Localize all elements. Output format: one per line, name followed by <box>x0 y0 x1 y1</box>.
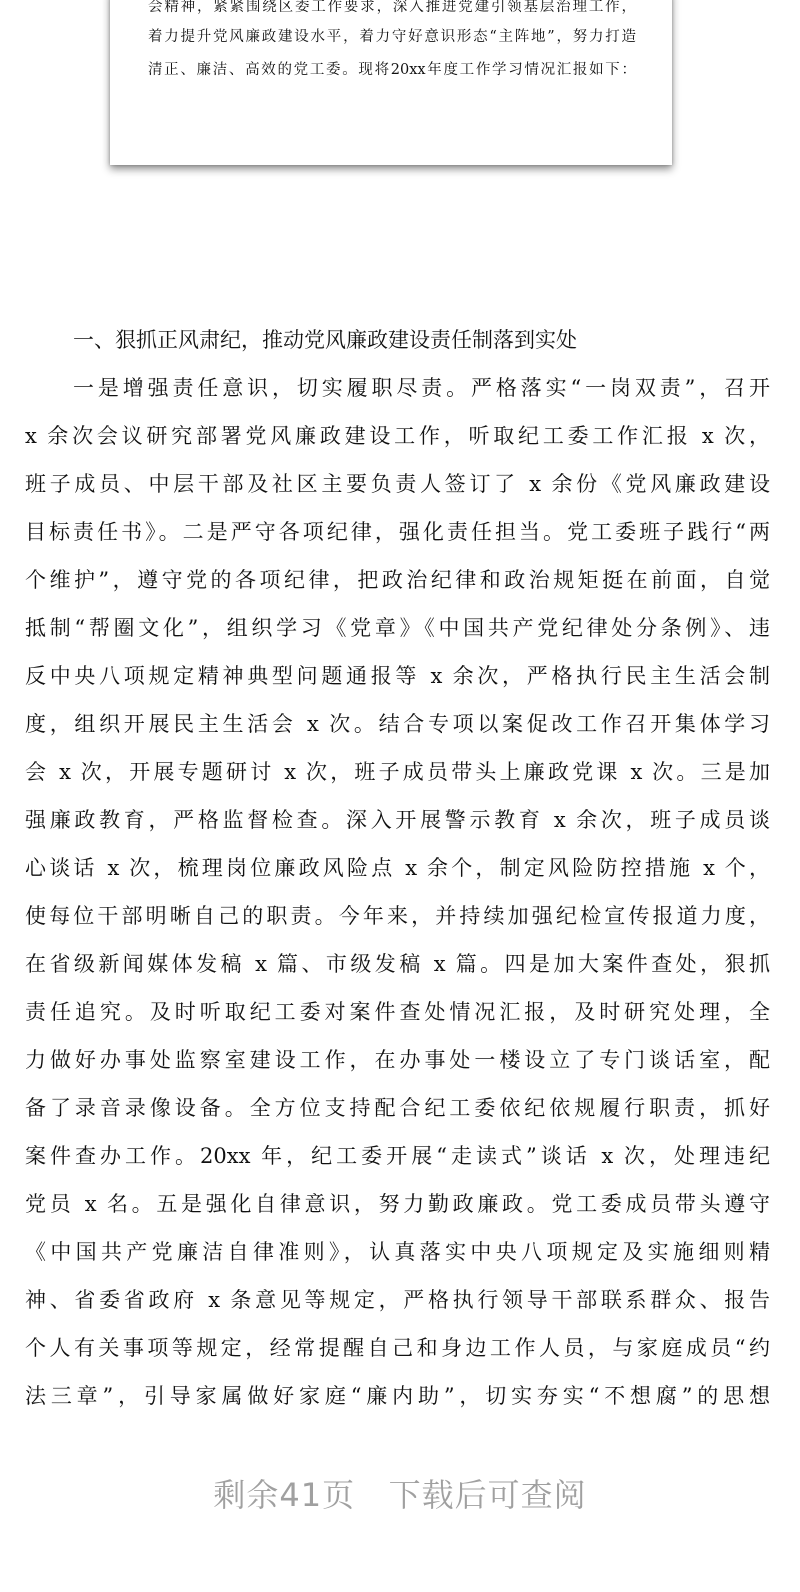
paragraph <box>25 364 770 1420</box>
download-prompt[interactable] <box>0 1470 800 1516</box>
card-text-line: 会精神，紧紧围绕区委工作要求，深入推进党建引领基层治理工作， <box>148 0 636 15</box>
remaining-pages-text: 剩余41页 <box>213 1476 356 1514</box>
paragraph-line: 目标责任书》。二是严守各项纪律，强化责任担当。党工委班子践行“两 <box>25 520 770 544</box>
paragraph-line: 强廉政教育，严格监督检查。深入开展警示教育 x 余次，班子成员谈 <box>25 808 770 832</box>
paragraph-line: 抵制“帮圈文化”，组织学习《党章》《中国共产党纪律处分条例》、违 <box>25 616 770 640</box>
paragraph-line: 案件查办工作。20xx 年，纪工委开展“走读式”谈话 x 次，处理违纪 <box>25 1144 770 1168</box>
paragraph-line: 会 x 次，开展专题研讨 x 次，班子成员带头上廉政党课 x 次。三是加 <box>25 760 770 784</box>
paragraph-line: 法三章”，引导家属做好家庭“廉内助”，切实夯实“不想腐”的思想 <box>25 1384 770 1408</box>
paragraph-line: 备了录音录像设备。全方位支持配合纪工委依纪依规履行职责，抓好 <box>25 1096 770 1120</box>
card-text-line: 清正、廉洁、高效的党工委。现将20xx年度工作学习情况汇报如下： <box>148 62 636 78</box>
paragraph-line: 神、省委省政府 x 条意见等规定，严格执行领导干部联系群众、报告 <box>25 1288 770 1312</box>
paragraph-line: 《中国共产党廉洁自律准则》，认真落实中央八项规定及实施细则精 <box>25 1240 770 1264</box>
download-to-view-text: 下载后可查阅 <box>388 1476 587 1514</box>
paragraph-line: 心谈话 x 次，梳理岗位廉政风险点 x 余个，制定风险防控措施 x 个， <box>25 856 770 880</box>
document-body <box>25 316 770 1420</box>
paragraph-line: 力做好办事处监察室建设工作，在办事处一楼设立了专门谈话室，配 <box>25 1048 770 1072</box>
paragraph-line: 班子成员、中层干部及社区主要负责人签订了 x 余份《党风廉政建设 <box>25 472 770 496</box>
paragraph-line: 一是增强责任意识，切实履职尽责。严格落实“一岗双责”，召开 <box>73 376 770 400</box>
preview-page-card <box>110 0 672 165</box>
paragraph-line: 党员 x 名。五是强化自律意识，努力勤政廉政。党工委成员带头遵守 <box>25 1192 770 1216</box>
paragraph-line: 个人有关事项等规定，经常提醒自己和身边工作人员，与家庭成员“约 <box>25 1336 770 1360</box>
card-text-line: 着力提升党风廉政建设水平，着力守好意识形态“主阵地”，努力打造 <box>148 29 636 45</box>
paragraph-line: 责任追究。及时听取纪工委对案件查处情况汇报，及时研究处理，全 <box>25 1000 770 1024</box>
section-heading: 一、狠抓正风肃纪，推动党风廉政建设责任制落到实处 <box>73 328 577 352</box>
paragraph-line: 在省级新闻媒体发稿 x 篇、市级发稿 x 篇。四是加大案件查处，狠抓 <box>25 952 770 976</box>
paragraph-line: 个维护”，遵守党的各项纪律，把政治纪律和政治规矩挺在前面，自觉 <box>25 568 770 592</box>
paragraph-line: 反中央八项规定精神典型问题通报等 x 余次，严格执行民主生活会制 <box>25 664 770 688</box>
paragraph-line: 度，组织开展民主生活会 x 次。结合专项以案促改工作召开集体学习 <box>25 712 770 736</box>
paragraph-line: x 余次会议研究部署党风廉政建设工作，听取纪工委工作汇报 x 次， <box>25 424 770 448</box>
paragraph-line: 使每位干部明晰自己的职责。今年来，并持续加强纪检宣传报道力度， <box>25 904 770 928</box>
